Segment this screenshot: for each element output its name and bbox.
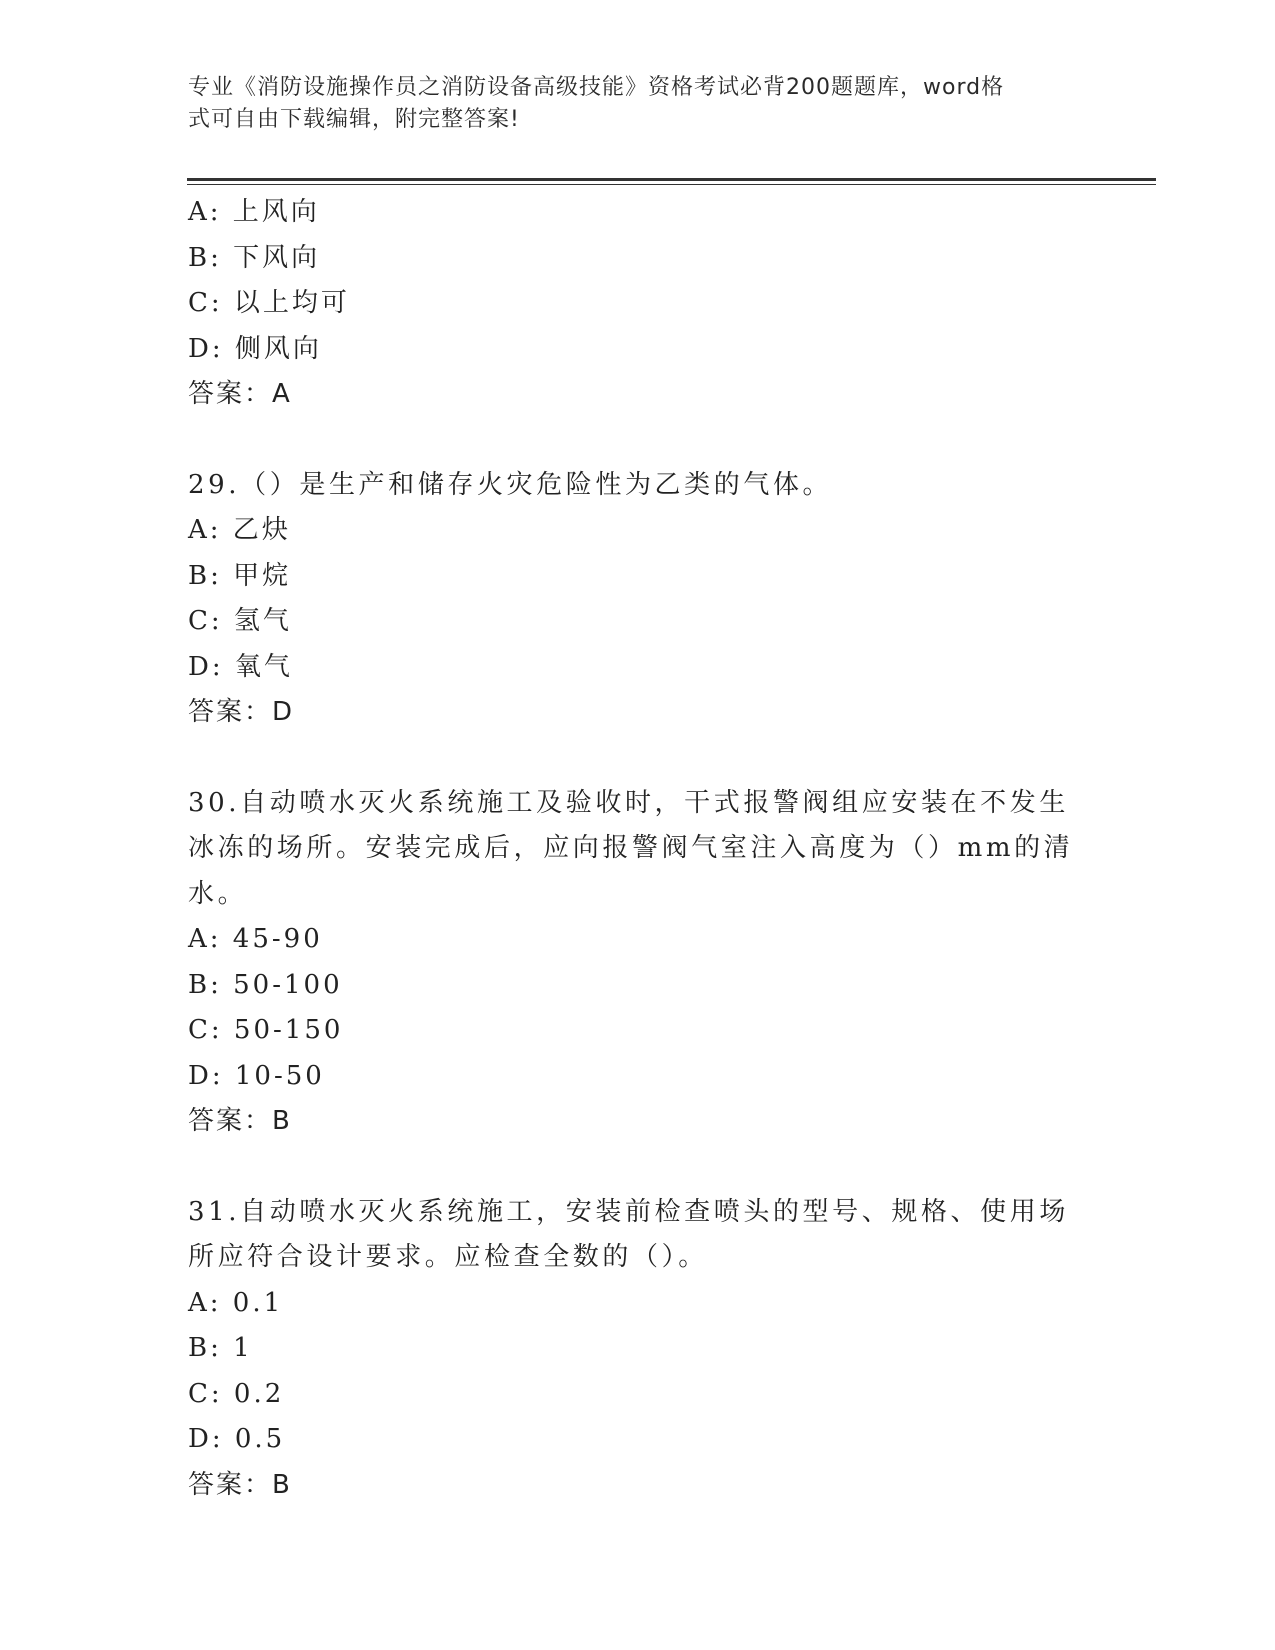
question-stem: 29.（）是生产和储存火灾危险性为乙类的气体。 bbox=[188, 469, 833, 500]
option-a: A: 上风向 bbox=[188, 197, 320, 227]
question-31 bbox=[188, 1190, 1088, 1509]
option-a: A: 45-90 bbox=[188, 924, 323, 954]
option-c: C: 0.2 bbox=[188, 1378, 285, 1409]
document-header bbox=[188, 72, 1068, 136]
option-a: A: 乙炔 bbox=[188, 515, 291, 545]
answer-line: 答案：B bbox=[188, 1469, 292, 1500]
question-spacer bbox=[188, 736, 1088, 781]
answer-line: 答案：D bbox=[188, 697, 295, 727]
option-a: A: 0.1 bbox=[188, 1287, 284, 1318]
question-28-continued bbox=[188, 190, 1088, 418]
option-d: D: 0.5 bbox=[188, 1424, 286, 1454]
option-c: C: 氢气 bbox=[188, 606, 292, 636]
option-b: B: 1 bbox=[188, 1333, 253, 1363]
question-spacer bbox=[188, 418, 1088, 463]
answer-line: 答案：A bbox=[188, 379, 292, 409]
option-b: B: 50-100 bbox=[188, 969, 343, 1000]
answer-line: 答案：B bbox=[188, 1106, 292, 1136]
question-list bbox=[188, 190, 1088, 1508]
question-stem: 31.自动喷水灭火系统施工，安装前检查喷头的型号、规格、使用场所应符合设计要求。应检查全数的（）。 bbox=[188, 1196, 1069, 1272]
question-30 bbox=[188, 781, 1088, 1145]
option-d: D: 侧风向 bbox=[188, 333, 322, 364]
question-29 bbox=[188, 463, 1088, 736]
option-d: D: 10-50 bbox=[188, 1060, 325, 1091]
question-spacer bbox=[188, 1145, 1088, 1190]
header-divider-thin bbox=[187, 184, 1156, 185]
question-stem: 30.自动喷水灭火系统施工及验收时，干式报警阀组应安装在不发生冰冻的场所。安装完成后，应向报警阀气室注入高度为（）mm的清水。 bbox=[188, 787, 1074, 909]
option-c: C: 以上均可 bbox=[188, 288, 350, 318]
header-divider-thick bbox=[187, 178, 1156, 181]
option-d: D: 氧气 bbox=[188, 651, 293, 682]
header-title-line-1: 专业《消防设施操作员之消防设备高级技能》资格考试必背200题题库，word格 bbox=[188, 75, 1005, 100]
option-b: B: 甲烷 bbox=[188, 560, 292, 591]
option-c: C: 50-150 bbox=[188, 1015, 344, 1045]
header-title-line-2: 式可自由下载编辑，附完整答案! bbox=[188, 107, 520, 132]
option-b: B: 下风向 bbox=[188, 242, 321, 273]
